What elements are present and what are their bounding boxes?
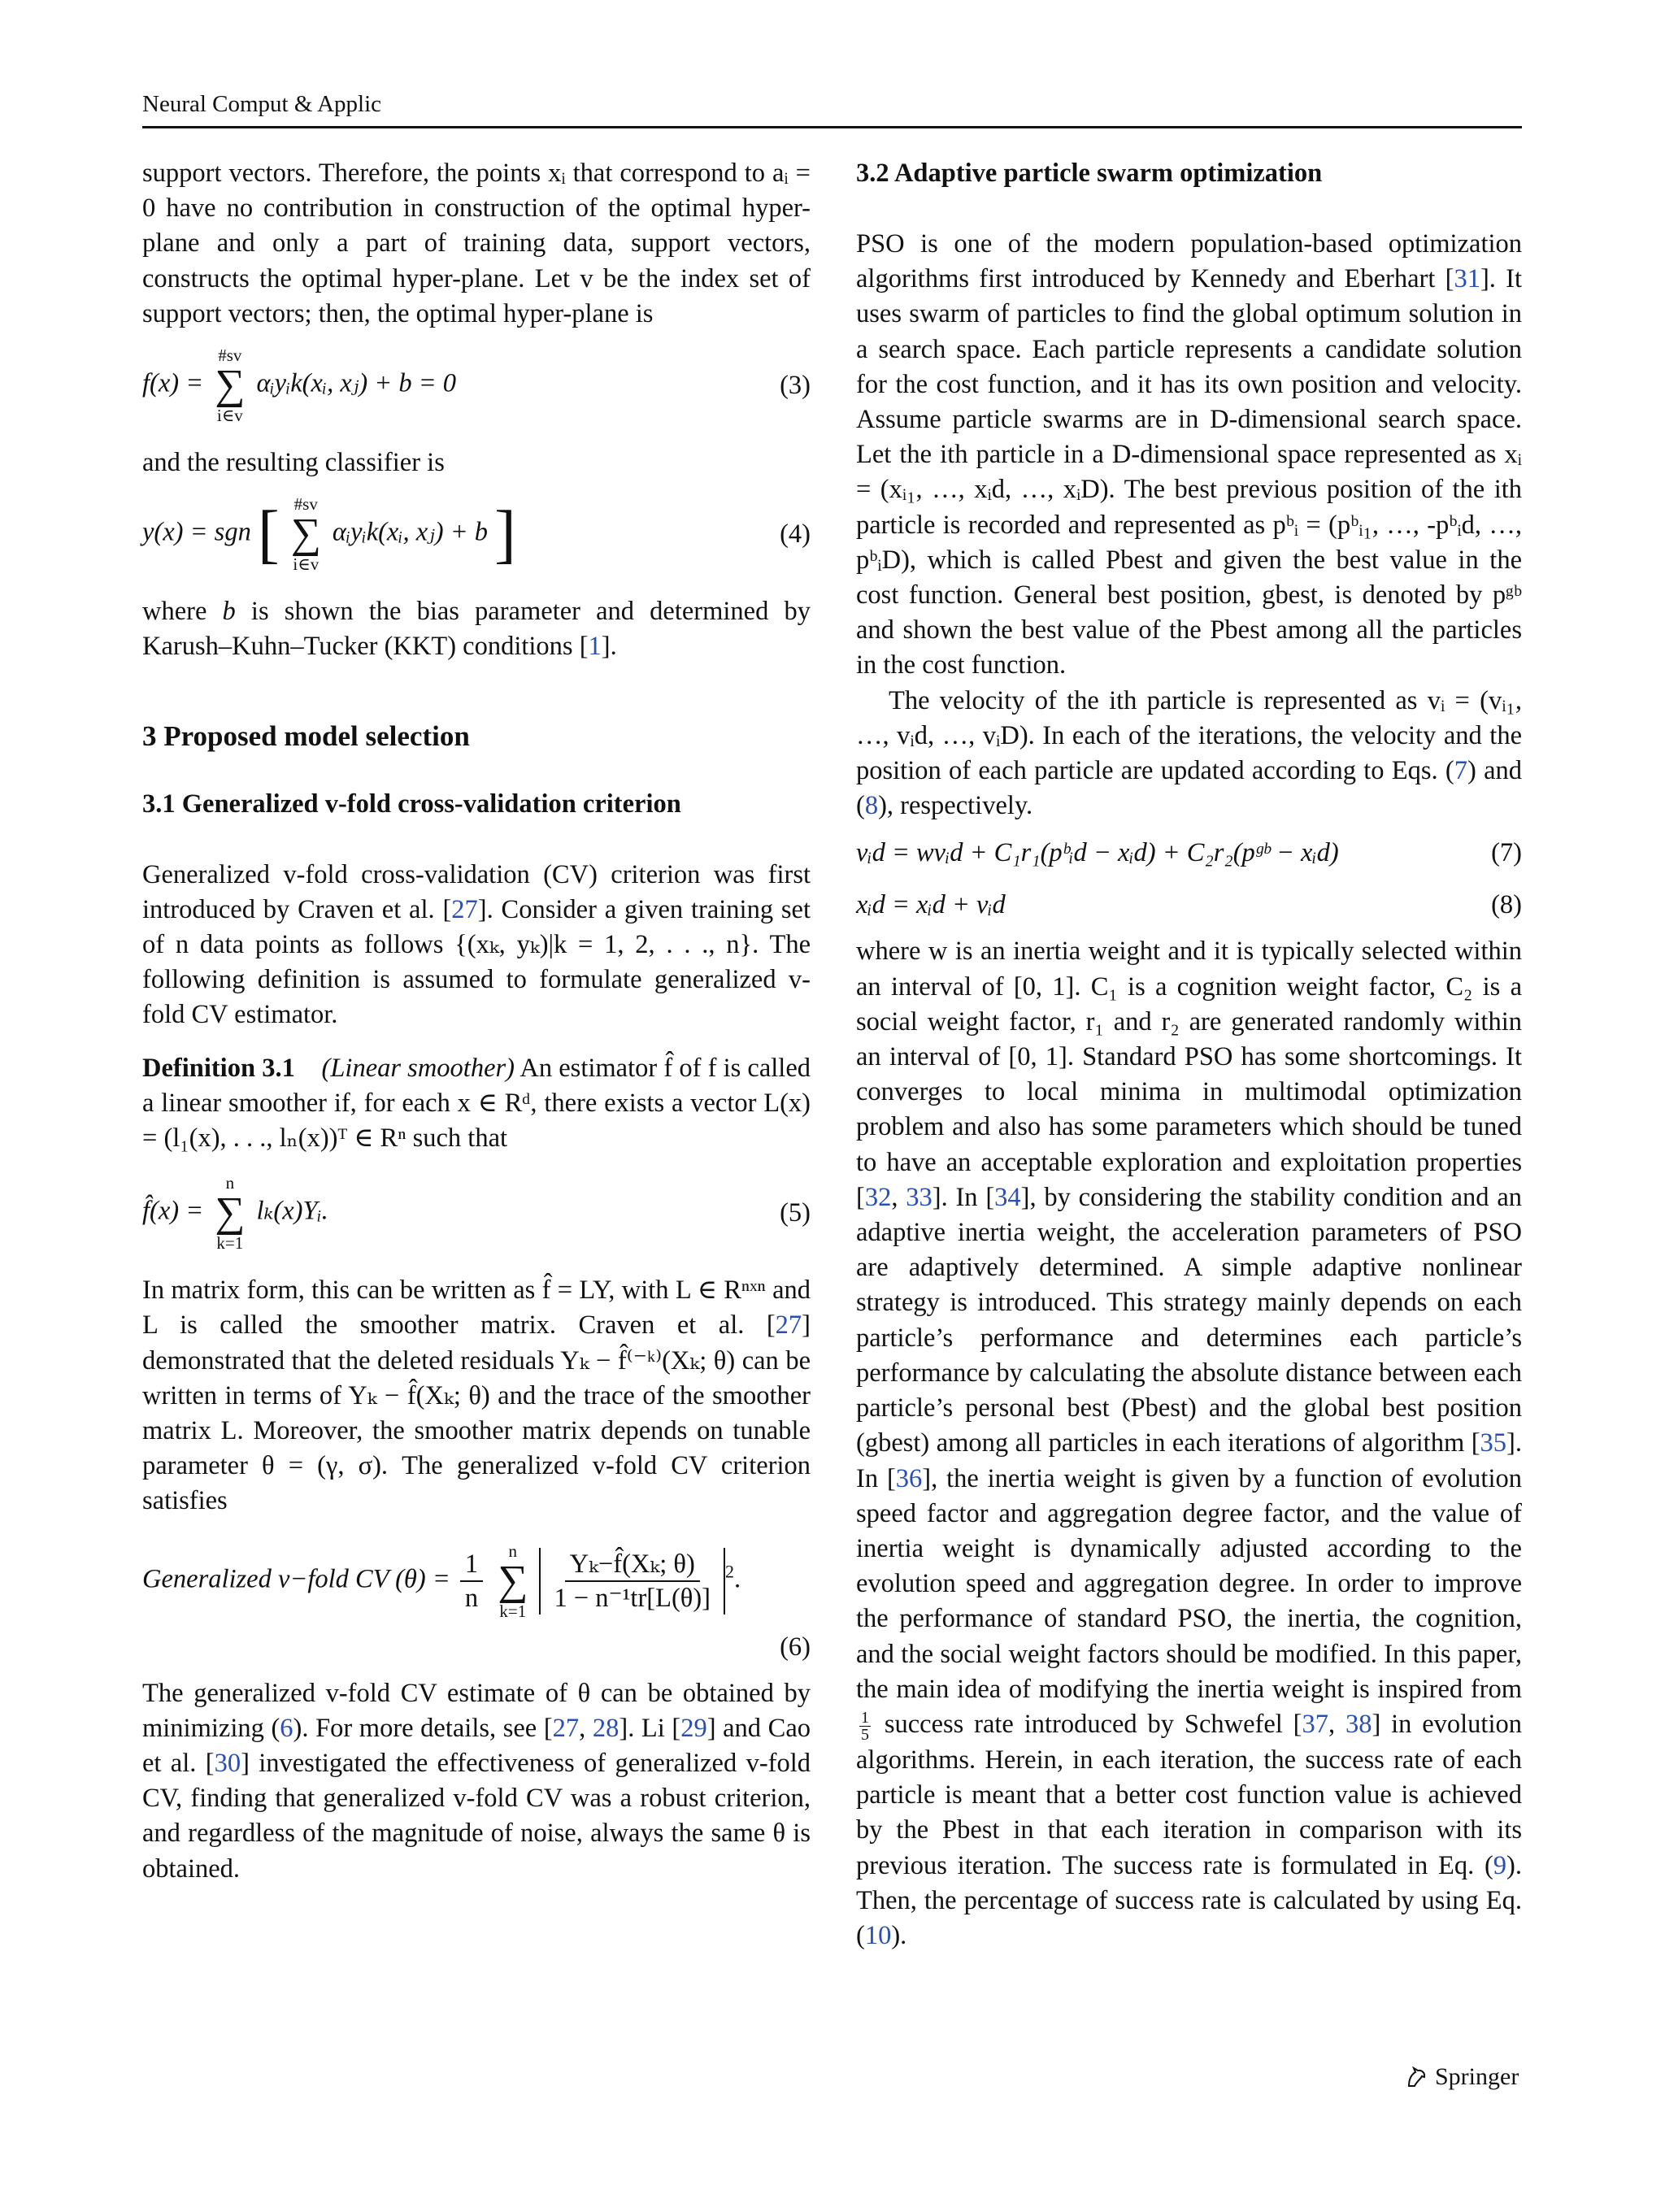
- citation-link[interactable]: 36: [895, 1463, 923, 1493]
- publisher-logo: [1404, 2061, 1526, 2093]
- equation-8: xᵢd = xᵢd + vᵢd (8): [856, 879, 1522, 931]
- fraction: $\frac{1}{n}$: [460, 1548, 483, 1614]
- equation-number: (4): [780, 519, 811, 549]
- equation-7: vᵢd = wvᵢd + C₁r₁(pᵇᵢd − xᵢd) + C₂r₂(pᵍᵇ − xᵢd) (7): [856, 827, 1522, 879]
- citation-link[interactable]: 28: [592, 1713, 619, 1743]
- right-column: [856, 156, 1522, 1953]
- paragraph: Generalized v-fold cross-validation (CV) criterion was first introduced by Craven et al. [27]. Consider a given training set of n data points as follows {(xₖ, yₖ)|k = 1, 2, . . ., n}. The following definition is assumed to formulate generalized v-fold CV estimator.: [142, 859, 811, 1030]
- citation-link[interactable]: 1: [588, 632, 602, 662]
- citation-link[interactable]: 37: [1302, 1709, 1328, 1739]
- publisher-name: Springer: [1435, 2063, 1519, 2090]
- sum-operator: n ∑ k=1: [215, 1173, 246, 1254]
- equation-number: (3): [780, 370, 811, 400]
- subsection-heading: 3.2 Adaptive particle swarm optimization: [856, 159, 1323, 188]
- equation-4: y(x) = sgn [ #sv ∑ i∈v αᵢyᵢk(xᵢ, xⱼ) + b ] (4): [142, 494, 811, 575]
- journal-name: Neural Comput & Applic: [142, 91, 381, 117]
- citation-link[interactable]: 27: [775, 1310, 802, 1341]
- fraction: $\frac{\text{Yₖ−f̂(Xₖ; θ)}}{\text{1 − n⁻¹tr[L(θ)]}}$: [554, 1549, 711, 1613]
- paragraph: The generalized v-fold CV estimate of θ can be obtained by minimizing (6). For more details, see [27, 28]. Li [29] and Cao et al. [30] investigated the effectiveness of generalized v-fold CV, finding that generalized v-fold CV was a robust criterion, and regardless of the magnitude of noise, always the same θ is obtained.: [142, 1678, 811, 1884]
- absolute-value: [539, 1548, 725, 1614]
- citation-link[interactable]: 33: [906, 1182, 932, 1212]
- citation-link[interactable]: 29: [680, 1713, 707, 1743]
- definition-label: Definition 3.1: [142, 1053, 295, 1083]
- sum-operator: n ∑ k=1: [498, 1541, 528, 1621]
- citation-link[interactable]: 38: [1345, 1709, 1372, 1739]
- sum-operator: #sv ∑ i∈v: [290, 494, 321, 575]
- section-heading: 3 Proposed model selection: [142, 719, 470, 752]
- citation-link[interactable]: 10: [864, 1920, 892, 1950]
- citation-link[interactable]: 9: [1493, 1850, 1507, 1880]
- left-column: [142, 156, 811, 1887]
- equation-number: (7): [1491, 837, 1522, 867]
- citation-link[interactable]: 30: [214, 1749, 241, 1779]
- definition: Definition 3.1 (Linear smoother) An estimator f̂ of f is called a linear smoother if, for each x ∈ Rᵈ, there exists a vector L(x) = (l₁(x), . . ., lₙ(x))ᵀ ∈ Rⁿ such that: [142, 1053, 811, 1154]
- equation-6: Generalized v−fold CV (θ) = $\frac{1}{n}$ n ∑ k=1 $\frac{\text{Yₖ−f̂(Xₖ; θ)}}{\text{1 − n⁻¹tr[L(θ)]}}$ $^2$.: [142, 1541, 741, 1621]
- paragraph: where b is shown the bias parameter and determined by Karush–Kuhn–Tucker (KKT) conditions [1].: [142, 597, 811, 662]
- sum-operator: #sv ∑ i∈v: [215, 345, 246, 426]
- paragraph: where w is an inertia weight and it is typically selected within an interval of [0, 1]. C₁ is a cognition weight factor, C₂ is a social weight factor, r₁ and r₂ are generated randomly within an interval of [0, 1]. Standard PSO has some shortcomings. It converges to local minima in multimodal optimization problem and also has some parameters which should be tuned to have an acceptable exploration and exploitation properties [32, 33]. In [34], by considering the stability condition and an adaptive inertia weight, the acceleration parameters of PSO are adaptively determined. A simple adaptive nonlinear strategy is introduced. This strategy mainly depends on each particle’s performance and determines each particle’s performance by calculating the absolute distance between each particle’s personal best (Pbest) and the global best position (gbest) among all particles in each iterations of algorithm [35]. In [36], the inertia weight is given by a function of evolution speed factor and aggregation degree factor, and the value of inertia weight is dynamically adjusted according to the evolution speed and aggregation degree. In order to improve the performance of standard PSO, the inertia, the cognition, and the social weight factors should be modified. In this paper, the main idea of modifying the inertia weight is inspired from $\frac{1}{5}$ success rate introduced by Schwefel [37, 38] in evolution algorithms. Herein, in each iteration, the success rate of each particle is meant that a better cost function value is achieved by the Pbest in that each iteration in comparison with its previous iteration. The success rate is formulated in Eq. (9). Then, the percentage of success rate is calculated by using Eq. (10).: [856, 937, 1523, 1950]
- paragraph: PSO is one of the modern population-based optimization algorithms first introduced by Kennedy and Eberhart [31]. It uses swarm of particles to find the global optimum solution in a search space. Each particle represents a candidate solution for the cost function, and it has its own position and velocity. Assume particle swarms are in D-dimensional search space. Let the ith particle in a D-dimensional space represented as xᵢ = (xᵢ₁, …, xᵢd, …, xᵢD). The best previous position of the ith particle is recorded and represented as pᵇᵢ = (pᵇᵢ₁, …, -pᵇᵢd, …, pᵇᵢD), which is called Pbest and given the best value in the cost function. General best position, gbest, is denoted by pᵍᵇ and shown the best value of the Pbest among all the particles in the cost function.: [856, 229, 1522, 680]
- citation-link[interactable]: 27: [552, 1713, 580, 1743]
- fraction: $\frac{1}{5}$: [861, 1708, 869, 1744]
- springer-horse-icon: [1404, 2065, 1428, 2089]
- subsection-heading: 3.1 Generalized v-fold cross-validation criterion: [142, 789, 681, 819]
- paragraph: In matrix form, this can be written as f̂ = LY, with L ∈ Rⁿˣⁿ and L is called the smoother matrix. Craven et al. [27] demonstrated that the deleted residuals Yₖ − f̂⁽⁻ᵏ⁾(Xₖ; θ) can be written in terms of Yₖ − f̂(Xₖ; θ) and the trace of the smoother matrix L. Moreover, the smoother matrix depends on tunable parameter θ = (γ, σ). The generalized v-fold CV criterion satisfies: [142, 1275, 811, 1516]
- equation-5: f̂(x) = n ∑ k=1 lₖ(x)Yᵢ. (5): [142, 1173, 811, 1254]
- paragraph: support vectors. Therefore, the points xᵢ that correspond to aᵢ = 0 have no contribution in construction of the optimal hyper-plane and only a part of training data, support vectors, constructs the optimal hyper-plane. Let v be the index set of support vectors; then, the optimal hyper-plane is: [142, 159, 811, 328]
- citation-link[interactable]: 7: [1454, 756, 1467, 786]
- citation-link[interactable]: 32: [864, 1182, 892, 1212]
- paragraph: and the resulting classifier is: [142, 448, 445, 478]
- header-rule: [142, 126, 1522, 128]
- equation-number: (5): [780, 1197, 811, 1228]
- citation-link[interactable]: 6: [280, 1713, 293, 1743]
- paragraph: The velocity of the ith particle is represented as vᵢ = (vᵢ₁, …, vᵢd, …, vᵢD). In each of the iterations, the velocity and the position of each particle are updated according to Eqs. (7) and (8), respectively.: [856, 685, 1522, 821]
- equation-3: f(x) = #sv ∑ i∈v αᵢyᵢk(xᵢ, xⱼ) + b = 0 (3): [142, 345, 811, 426]
- equation-number: (8): [1491, 889, 1522, 919]
- citation-link[interactable]: 31: [1454, 264, 1480, 294]
- citation-link[interactable]: 8: [864, 791, 879, 821]
- citation-link[interactable]: 35: [1480, 1428, 1507, 1458]
- citation-link[interactable]: 27: [451, 894, 478, 924]
- running-header: [142, 88, 1522, 120]
- citation-link[interactable]: 34: [994, 1182, 1021, 1212]
- equation-number: (6): [780, 1632, 811, 1662]
